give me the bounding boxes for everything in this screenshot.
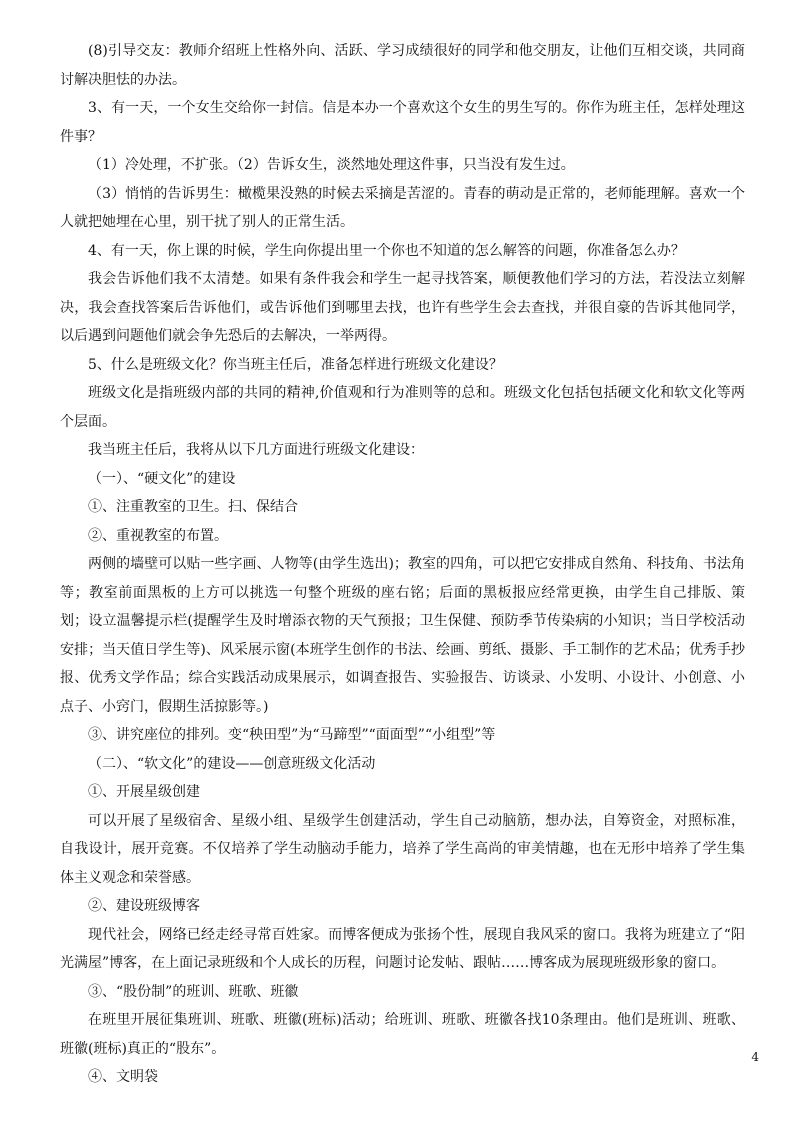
list-item: ①、注重教室的卫生。扫、保结合 [88, 499, 298, 515]
paragraph: （1）冷处理，不扩张。（2）告诉女生，淡然地处理这件事，只当没有发生过。 [88, 157, 575, 173]
paragraph: (8)引导交友：教师介绍班上性格外向、活跃、学习成绩很好的同学和他交朋友，让他们互相交谈，共同商讨解决胆怯的办法。 [60, 43, 745, 88]
page-number: 4 [751, 1050, 759, 1064]
question-heading: 5、什么是班级文化？你当班主任后，准备怎样进行班级文化建设？ [88, 356, 503, 373]
paragraph: 现代社会，网络已经走经寻常百姓家。而博客便成为张扬个性，展现自我风采的窗口。我将为班建立了“阳光满屋”博客，在上面记录班级和个人成长的历程，问题讨论发帖、跟帖……博客成为展现班级形象的窗口。 [60, 926, 745, 971]
question-heading: 4、有一天，你上课的时候，学生向你提出里一个你也不知道的怎么解答的问题，你准备怎么办？ [88, 242, 685, 259]
paragraph: 班级文化是指班级内部的共同的精神,价值观和行为准则等的总和。班级文化包括包括硬文化和软文化等两个层面。 [60, 385, 745, 430]
question-heading: 3、有一天，一个女生交给你一封信。信是本办一个喜欢这个女生的男生写的。你作为班主任，怎样处理这件事？ [60, 100, 745, 145]
list-item: ②、建设班级博客 [88, 898, 200, 914]
list-item: ③、“股份制”的班训、班歌、班徽 [88, 983, 299, 1000]
paragraph: 两侧的墙壁可以贴一些字画、人物等(由学生选出)；教室的四角，可以把它安排成自然角、科技角、书法角等；教室前面黑板的上方可以挑选一句整个班级的座右铭；后面的黑板报应经常更换，由学生自己排版、策划；设立温馨提示栏(提醒学生及时增添衣物的天气预报；卫生保健、预防季节传染病的小知识；当日学校活动安排；当天值日学生等)、风采展示窗(本班学生创作的书法、绘画、剪纸、摄影、手工制作的艺术品；优秀手抄报、优秀文学作品；综合实践活动成果展示，如调查报告、实验报告、访谈录、小发明、小设计、小创意、小点子、小窍门，假期生活掠影等。) [60, 556, 745, 715]
list-item: ③、讲究座位的排列。变“秧田型”为“马蹄型”“面面型”“小组型”等 [88, 727, 496, 743]
paragraph: 我当班主任后，我将从以下几方面进行班级文化建设： [88, 442, 424, 458]
list-item: ②、重视教室的布置。 [88, 527, 228, 544]
section-heading: （二）、“软文化”的建设——创意班级文化活动 [88, 755, 376, 772]
list-item: ①、开展星级创建 [88, 784, 200, 800]
document-body [60, 37, 745, 1092]
paragraph: 我会告诉他们我不太清楚。如果有条件我会和学生一起寻找答案，顺便教他们学习的方法，若没法立刻解决，我会查找答案后告诉他们，或告诉他们到哪里去找，也许有些学生会去查找，并很自豪的告诉其他同学，以后遇到问题他们就会争先恐后的去解决，一举两得。 [60, 271, 745, 344]
list-item: ④、文明袋 [88, 1069, 158, 1085]
paragraph: 在班里开展征集班训、班歌、班徽(班标)活动；给班训、班歌、班徽各找10条理由。他们是班训、班歌、班徽(班标)真正的“股东”。 [60, 1012, 745, 1057]
paragraph: （3）悄悄的告诉男生：橄榄果没熟的时候去采摘是苦涩的。青春的萌动是正常的，老师能理解。喜欢一个人就把她埋在心里，别干扰了别人的正常生活。 [60, 185, 745, 230]
paragraph: 可以开展了星级宿舍、星级小组、星级学生创建活动，学生自己动脑筋，想办法，自筹资金，对照标准，自我设计，展开竞赛。不仅培养了学生动脑动手能力，培养了学生高尚的审美情趣，也在无形中培养了学生集体主义观念和荣誉感。 [60, 812, 745, 886]
section-heading: （一）、“硬文化”的建设 [88, 470, 236, 487]
